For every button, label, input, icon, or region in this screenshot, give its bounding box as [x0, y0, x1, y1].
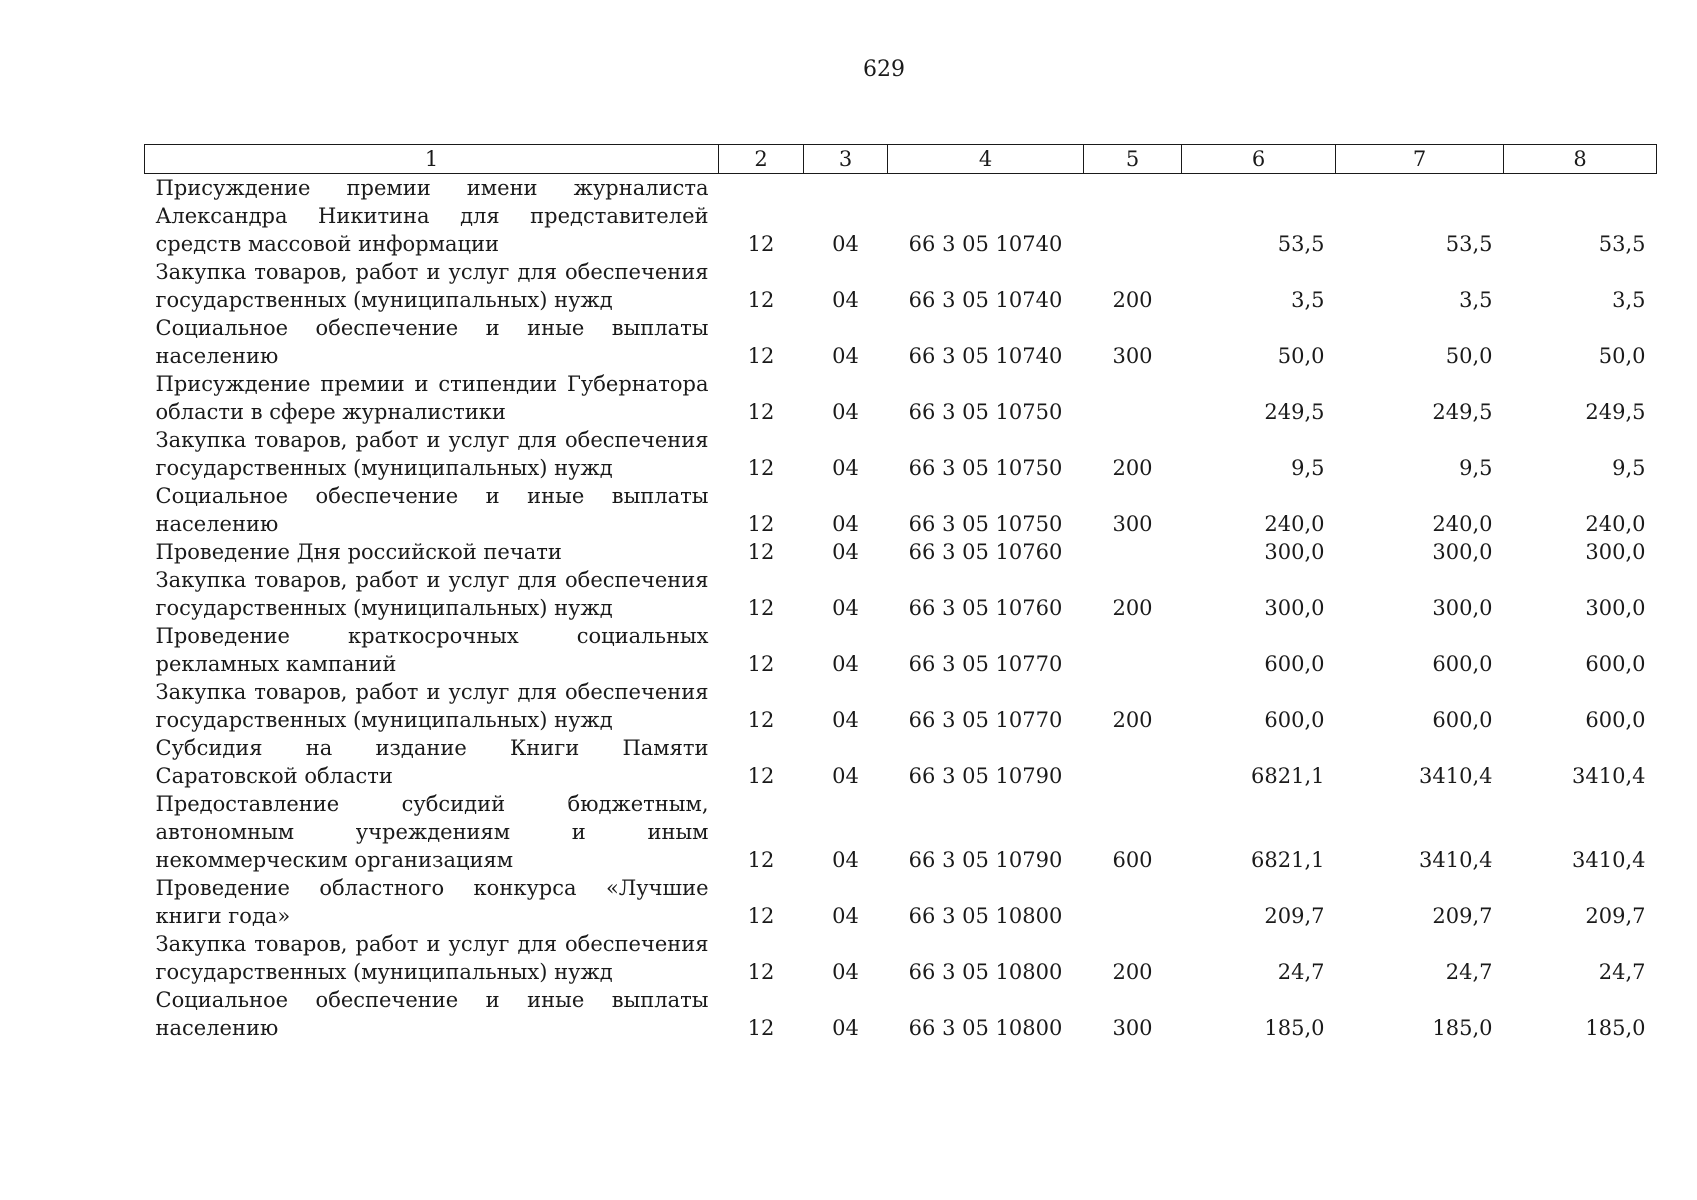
item-name: Присуждение премии имени журналиста Александра Никитина для представителей средств массовой информации [155, 176, 709, 256]
amount-col-6: 24,7 [1277, 960, 1325, 984]
header-cell: 5 [1084, 145, 1182, 174]
page-number: 629 [863, 57, 905, 82]
subsection-code: 04 [832, 764, 859, 788]
expense-type-code: 200 [1112, 708, 1153, 732]
amount-col-7: 24,7 [1445, 960, 1493, 984]
item-name: Проведение Дня российской печати [155, 540, 562, 564]
amount-col-7: 209,7 [1432, 904, 1493, 928]
header-cell: 8 [1504, 145, 1657, 174]
header-cell: 3 [804, 145, 888, 174]
expense-type-code [1084, 370, 1182, 426]
table-row [145, 790, 1657, 874]
table-row [145, 734, 1657, 790]
target-code: 66 3 05 10800 [908, 960, 1063, 984]
section-code: 12 [747, 540, 775, 564]
table-row [145, 566, 1657, 622]
subsection-code: 04 [832, 848, 859, 872]
item-name: Закупка товаров, работ и услуг для обеспечения государственных (муниципальных) нужд [155, 680, 709, 732]
amount-col-7: 185,0 [1432, 1016, 1493, 1040]
subsection-code: 04 [832, 652, 859, 676]
subsection-code: 04 [832, 512, 859, 536]
section-code: 12 [747, 456, 775, 480]
expense-type-code: 200 [1112, 288, 1153, 312]
expense-type-code: 200 [1112, 596, 1153, 620]
amount-col-8: 209,7 [1585, 904, 1646, 928]
section-code: 12 [747, 764, 775, 788]
table-row [145, 678, 1657, 734]
subsection-code: 04 [832, 288, 859, 312]
amount-col-8: 50,0 [1598, 344, 1646, 368]
item-name: Социальное обеспечение и иные выплаты населению [155, 484, 709, 536]
amount-col-7: 300,0 [1432, 596, 1493, 620]
item-name: Проведение областного конкурса «Лучшие книги года» [155, 876, 709, 928]
amount-col-8: 240,0 [1585, 512, 1646, 536]
target-code: 66 3 05 10750 [908, 400, 1063, 424]
target-code: 66 3 05 10760 [908, 540, 1063, 564]
section-code: 12 [747, 652, 775, 676]
amount-col-6: 6821,1 [1251, 764, 1325, 788]
amount-col-6: 50,0 [1277, 344, 1325, 368]
amount-col-7: 50,0 [1445, 344, 1493, 368]
expense-type-code [1084, 174, 1182, 259]
header-cell: 1 [145, 145, 719, 174]
amount-col-6: 209,7 [1264, 904, 1325, 928]
item-name: Субсидия на издание Книги Памяти Саратовской области [155, 736, 709, 788]
amount-col-8: 3410,4 [1572, 764, 1646, 788]
section-code: 12 [747, 288, 775, 312]
subsection-code: 04 [832, 344, 859, 368]
amount-col-6: 600,0 [1264, 708, 1325, 732]
amount-col-8: 600,0 [1585, 652, 1646, 676]
amount-col-6: 249,5 [1264, 400, 1325, 424]
amount-col-8: 600,0 [1585, 708, 1646, 732]
target-code: 66 3 05 10800 [908, 1016, 1063, 1040]
target-code: 66 3 05 10790 [908, 848, 1063, 872]
amount-col-8: 300,0 [1585, 596, 1646, 620]
header-cell: 2 [719, 145, 804, 174]
table-row [145, 622, 1657, 678]
table-row [145, 258, 1657, 314]
amount-col-7: 3,5 [1459, 288, 1493, 312]
subsection-code: 04 [832, 960, 859, 984]
subsection-code: 04 [832, 456, 859, 480]
amount-col-8: 9,5 [1612, 456, 1646, 480]
expense-type-code: 300 [1112, 1016, 1153, 1040]
amount-col-6: 6821,1 [1251, 848, 1325, 872]
amount-col-6: 600,0 [1264, 652, 1325, 676]
amount-col-8: 300,0 [1585, 540, 1646, 564]
table-row [145, 482, 1657, 538]
budget-table [144, 144, 1657, 1042]
header-cell: 4 [888, 145, 1084, 174]
expense-type-code: 300 [1112, 344, 1153, 368]
target-code: 66 3 05 10770 [908, 652, 1063, 676]
section-code: 12 [747, 1016, 775, 1040]
amount-col-6: 300,0 [1264, 596, 1325, 620]
amount-col-6: 300,0 [1264, 540, 1325, 564]
amount-col-7: 3410,4 [1419, 848, 1493, 872]
table-row [145, 174, 1657, 259]
target-code: 66 3 05 10740 [908, 344, 1063, 368]
amount-col-8: 53,5 [1598, 232, 1646, 256]
section-code: 12 [747, 848, 775, 872]
item-name: Социальное обеспечение и иные выплаты населению [155, 316, 709, 368]
amount-col-6: 3,5 [1291, 288, 1325, 312]
amount-col-7: 300,0 [1432, 540, 1493, 564]
amount-col-8: 3,5 [1612, 288, 1646, 312]
table-row [145, 930, 1657, 986]
amount-col-6: 53,5 [1277, 232, 1325, 256]
expense-type-code [1084, 874, 1182, 930]
table-row [145, 986, 1657, 1042]
amount-col-8: 3410,4 [1572, 848, 1646, 872]
target-code: 66 3 05 10800 [908, 904, 1063, 928]
subsection-code: 04 [832, 904, 859, 928]
item-name: Закупка товаров, работ и услуг для обеспечения государственных (муниципальных) нужд [155, 568, 709, 620]
amount-col-7: 9,5 [1459, 456, 1493, 480]
section-code: 12 [747, 596, 775, 620]
target-code: 66 3 05 10790 [908, 764, 1063, 788]
target-code: 66 3 05 10760 [908, 596, 1063, 620]
expense-type-code [1084, 622, 1182, 678]
section-code: 12 [747, 344, 775, 368]
section-code: 12 [747, 904, 775, 928]
item-name: Проведение краткосрочных социальных рекламных кампаний [155, 624, 709, 676]
subsection-code: 04 [832, 596, 859, 620]
item-name: Закупка товаров, работ и услуг для обеспечения государственных (муниципальных) нужд [155, 932, 709, 984]
amount-col-8: 249,5 [1585, 400, 1646, 424]
amount-col-7: 249,5 [1432, 400, 1493, 424]
subsection-code: 04 [832, 232, 859, 256]
table-row [145, 370, 1657, 426]
subsection-code: 04 [832, 400, 859, 424]
expense-type-code: 600 [1112, 848, 1153, 872]
table-row [145, 538, 1657, 566]
section-code: 12 [747, 960, 775, 984]
item-name: Закупка товаров, работ и услуг для обеспечения государственных (муниципальных) нужд [155, 260, 709, 312]
amount-col-8: 185,0 [1585, 1016, 1646, 1040]
expense-type-code: 300 [1112, 512, 1153, 536]
amount-col-7: 53,5 [1445, 232, 1493, 256]
subsection-code: 04 [832, 540, 859, 564]
amount-col-8: 24,7 [1598, 960, 1646, 984]
section-code: 12 [747, 232, 775, 256]
target-code: 66 3 05 10750 [908, 456, 1063, 480]
table-row [145, 426, 1657, 482]
table-body [145, 174, 1657, 1043]
target-code: 66 3 05 10740 [908, 232, 1063, 256]
table-row [145, 314, 1657, 370]
amount-col-6: 9,5 [1291, 456, 1325, 480]
amount-col-6: 240,0 [1264, 512, 1325, 536]
header-cell: 6 [1182, 145, 1336, 174]
expense-type-code [1084, 538, 1182, 566]
expense-type-code: 200 [1112, 960, 1153, 984]
amount-col-6: 185,0 [1264, 1016, 1325, 1040]
section-code: 12 [747, 400, 775, 424]
target-code: 66 3 05 10770 [908, 708, 1063, 732]
item-name: Закупка товаров, работ и услуг для обеспечения государственных (муниципальных) нужд [155, 428, 709, 480]
amount-col-7: 240,0 [1432, 512, 1493, 536]
expense-type-code: 200 [1112, 456, 1153, 480]
item-name: Социальное обеспечение и иные выплаты населению [155, 988, 709, 1040]
subsection-code: 04 [832, 1016, 859, 1040]
target-code: 66 3 05 10750 [908, 512, 1063, 536]
amount-col-7: 600,0 [1432, 652, 1493, 676]
table-header [145, 145, 1657, 174]
header-cell: 7 [1336, 145, 1504, 174]
amount-col-7: 600,0 [1432, 708, 1493, 732]
subsection-code: 04 [832, 708, 859, 732]
expense-type-code [1084, 734, 1182, 790]
table-row [145, 874, 1657, 930]
item-name: Присуждение премии и стипендии Губернатора области в сфере журналистики [155, 372, 709, 424]
section-code: 12 [747, 512, 775, 536]
target-code: 66 3 05 10740 [908, 288, 1063, 312]
header-row [145, 145, 1657, 174]
section-code: 12 [747, 708, 775, 732]
item-name: Предоставление субсидий бюджетным, автономным учреждениям и иным некоммерческим организациям [155, 792, 709, 872]
amount-col-7: 3410,4 [1419, 764, 1493, 788]
